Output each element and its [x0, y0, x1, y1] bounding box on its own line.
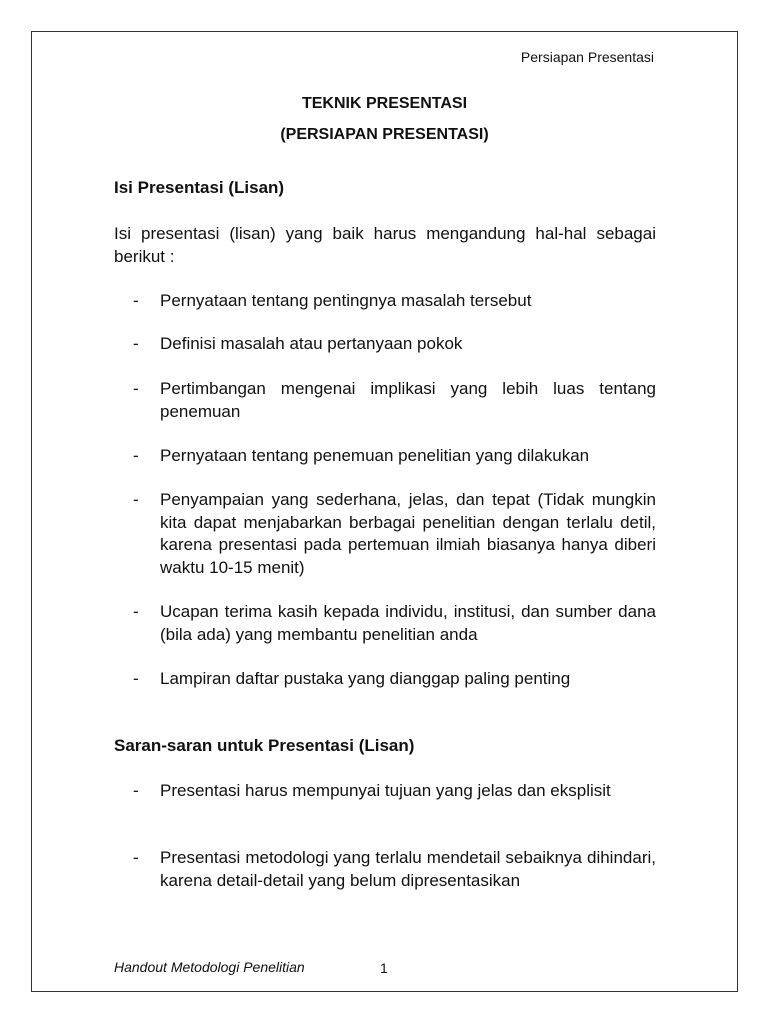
list-item	[133, 445, 656, 468]
list-item-text: Definisi masalah atau pertanyaan pokok	[160, 334, 463, 353]
list-item	[133, 378, 656, 423]
section-heading-saran: Saran-saran untuk Presentasi (Lisan)	[114, 736, 415, 755]
list-item-text: Pertimbangan mengenai implikasi yang lebih luas tentang penemuan	[160, 379, 656, 421]
list-item	[133, 847, 656, 892]
bullet-dash: -	[133, 781, 139, 800]
bullet-dash: -	[133, 291, 139, 310]
list-item	[133, 333, 656, 356]
list-item	[133, 290, 656, 313]
bullet-dash: -	[133, 334, 139, 353]
bullet-dash: -	[133, 490, 139, 509]
list-item-text: Pernyataan tentang penemuan penelitian yang dilakukan	[160, 446, 590, 465]
page-number: 1	[380, 960, 388, 976]
list-item-text: Lampiran daftar pustaka yang dianggap paling penting	[160, 669, 571, 688]
list-item	[133, 601, 656, 646]
list-item	[133, 668, 656, 691]
document-page	[31, 31, 738, 992]
document-title: TEKNIK PRESENTASI	[301, 95, 468, 112]
list-item-text: Presentasi metodologi yang terlalu mendetail sebaiknya dihindari, karena detail-detail yang belum dipresentasikan	[160, 848, 656, 890]
bullet-dash: -	[133, 669, 139, 688]
list-item-text: Penyampaian yang sederhana, jelas, dan tepat (Tidak mungkin kita dapat menjabarkan berbagai penelitian dengan terlalu detil, karena presentasi pada pertemuan ilmiah biasanya hanya diberi waktu 10-15 menit)	[160, 490, 656, 577]
running-header: Persiapan Presentasi	[520, 49, 654, 65]
intro-paragraph: Isi presentasi (lisan) yang baik harus mengandung hal-hal sebagai berikut :	[114, 224, 656, 266]
list-item	[133, 780, 656, 803]
document-subtitle: (PERSIAPAN PRESENTASI)	[280, 126, 489, 143]
section-heading-isi: Isi Presentasi (Lisan)	[114, 178, 285, 197]
bullet-dash: -	[133, 379, 139, 398]
list-item-text: Presentasi harus mempunyai tujuan yang jelas dan eksplisit	[160, 781, 611, 800]
bullet-dash: -	[133, 602, 139, 621]
bullet-dash: -	[133, 848, 139, 867]
list-item-text: Pernyataan tentang pentingnya masalah tersebut	[160, 291, 532, 310]
footer-source: Handout Metodologi Penelitian	[114, 959, 305, 975]
bullet-dash: -	[133, 446, 139, 465]
list-item	[133, 489, 656, 579]
list-item-text: Ucapan terima kasih kepada individu, institusi, dan sumber dana (bila ada) yang membantu penelitian anda	[160, 602, 656, 644]
